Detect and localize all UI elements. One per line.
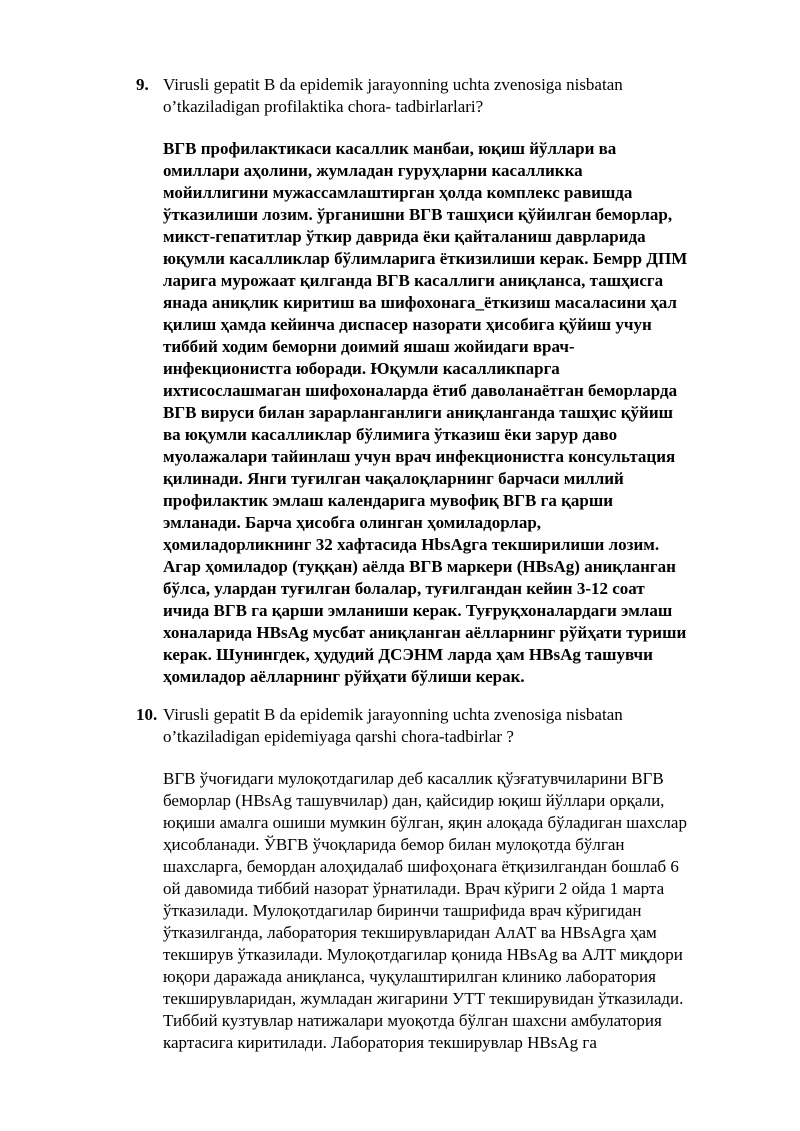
answer-line: эмланади. Барча ҳисобга олинган ҳомиладорлар,: [163, 513, 542, 532]
question-line: Virusli gepatit B da epidemik jarayonning uchta zvenosiga nisbatan: [163, 75, 623, 94]
answer-line: муолажалари тайинлаш учун врач инфекционистга консультация: [163, 447, 676, 466]
answer-line: омиллари аҳолини, жумладан гуруҳларни касалликка: [163, 161, 583, 180]
answer-line: текширув ўтказилади. Мулоқотдагилар қонида HBsAg ва АЛТ миқдори: [163, 945, 683, 964]
answer-line: ВГВ профилактикаси касаллик манбаи, юқиш йўллари ва: [163, 139, 617, 158]
answer-line: ВГВ ўчоғидаги мулоқотдагилар деб касаллик қўзғатувчиларини ВГВ: [163, 769, 664, 788]
question-number: 10.: [136, 705, 158, 724]
answer-line: ҳисобланади. ЎВГВ ўчоқларида бемор билан мулоқотда бўлган: [163, 835, 625, 854]
question-line: Virusli gepatit B da epidemik jarayonning uchta zvenosiga nisbatan: [163, 705, 623, 724]
question-line: o’tkaziladigan profilaktika chora- tadbirlarlari?: [163, 97, 484, 116]
answer-line: картасига киритилади. Лаборатория текширувлар HBsAg га: [163, 1033, 597, 1052]
question-item-10: [136, 704, 736, 1054]
question-text: [163, 704, 736, 748]
answer-line: ўтказилиши лозим. ўрганишни ВГВ ташҳиси қўйилган беморлар,: [163, 205, 673, 224]
answer-line: Тиббий кузтувлар натижалари муоқотда бўлган шахсни амбулатория: [163, 1011, 662, 1030]
answer-line: ўтказилади. Мулоқотдагилар биринчи ташрифида врач кўригидан: [163, 901, 642, 920]
answer-line: ихтисослашмаган шифохоналарда ётиб даволанаётган беморларда: [163, 381, 678, 400]
answer-line: ВГВ вируси билан зарарланганлиги аниқланганда ташҳис қўйиш: [163, 403, 673, 422]
question-line: o’tkaziladigan epidemiyaga qarshi chora-tadbirlar ?: [163, 727, 514, 746]
answer-line: ҳомиладор аёлларнинг рўйҳати бўлиши керак.: [163, 667, 525, 686]
answer-line: тиббий ходим беморни доимий яшаш жойидаги врач-: [163, 337, 575, 356]
answer-line: шахсларга, бемордан алоҳидалаб шифоҳонага ётқизилгандан бошлаб 6: [163, 857, 679, 876]
answer-line: микст-гепатитлар ўткир даврида ёки қайталаниш даврларида: [163, 227, 646, 246]
answer-line: ўтказилганда, лаборатория текширувларидан АлАТ ва HBsAgга ҳам: [163, 923, 657, 942]
answer-line: ой давомида тиббий назорат ўрнатилади. Врач кўриги 2 ойда 1 марта: [163, 879, 665, 898]
answer-line: хоналарида HBsAg мусбат аниқланган аёлларнинг рўйҳати туриши: [163, 623, 687, 642]
answer-line: Агар ҳомиладор (туққан) аёлда ВГВ маркери (HBsAg) аниқланган: [163, 557, 676, 576]
answer-line: ларига мурожаат қилганда ВГВ касаллиги аниқланса, ташҳисга: [163, 271, 664, 290]
answer-line: ва юқумли касалликлар бўлимига ўтказиш ёки зарур даво: [163, 425, 618, 444]
answer-line: мойиллигини мужассамлаштирган ҳолда комплекс равишда: [163, 183, 633, 202]
answer-text: [163, 768, 736, 1054]
question-text: [163, 74, 736, 118]
answer-line: инфекционистга юборади. Юқумли касалликпарга: [163, 359, 560, 378]
answer-line: ҳомиладорликнинг 32 хафтасида HbsAgга текширилиши лозим.: [163, 535, 660, 554]
answer-line: бўлса, улардан туғилган болалар, туғилгандан кейин 3-12 соат: [163, 579, 645, 598]
answer-line: ичида ВГВ га қарши эмланиши керак. Туғруқхоналардаги эмлаш: [163, 601, 673, 620]
answer-line: юқори даражада аниқланса, чуқулаштирилган клинико лаборатория: [163, 967, 656, 986]
answer-line: қилинади. Янги туғилган чақалоқларнинг барчаси миллий: [163, 469, 624, 488]
answer-line: керак. Шунингдек, ҳудудий ДСЭНМ ларда ҳам HBsAg ташувчи: [163, 645, 653, 664]
answer-line: текширувларидан, жумладан жигарини УТТ текширувидан ўтказилади.: [163, 989, 684, 1008]
answer-line: юқумли касалликлар бўлимларига ёткизилиши керак. Бемрр ДПМ: [163, 249, 688, 268]
question-item-9: [136, 74, 736, 688]
answer-line: юқиши амалга ошиши мумкин бўлган, яқин алоқада бўладиган шахслар: [163, 813, 687, 832]
question-number: 9.: [136, 75, 149, 94]
answer-line: беморлар (HBsAg ташувчилар) дан, қайсидир юқиш йўллари орқали,: [163, 791, 665, 810]
answer-line: профилактик эмлаш календарига мувофиқ ВГВ га қарши: [163, 491, 613, 510]
answer-text: [163, 138, 736, 688]
answer-line: янада аниқлик киритиш ва шифохонага_ёткизиш масаласини ҳал: [163, 293, 677, 312]
answer-line: қилиш ҳамда кейинча диспасер назорати ҳисобига қўйиш учун: [163, 315, 652, 334]
